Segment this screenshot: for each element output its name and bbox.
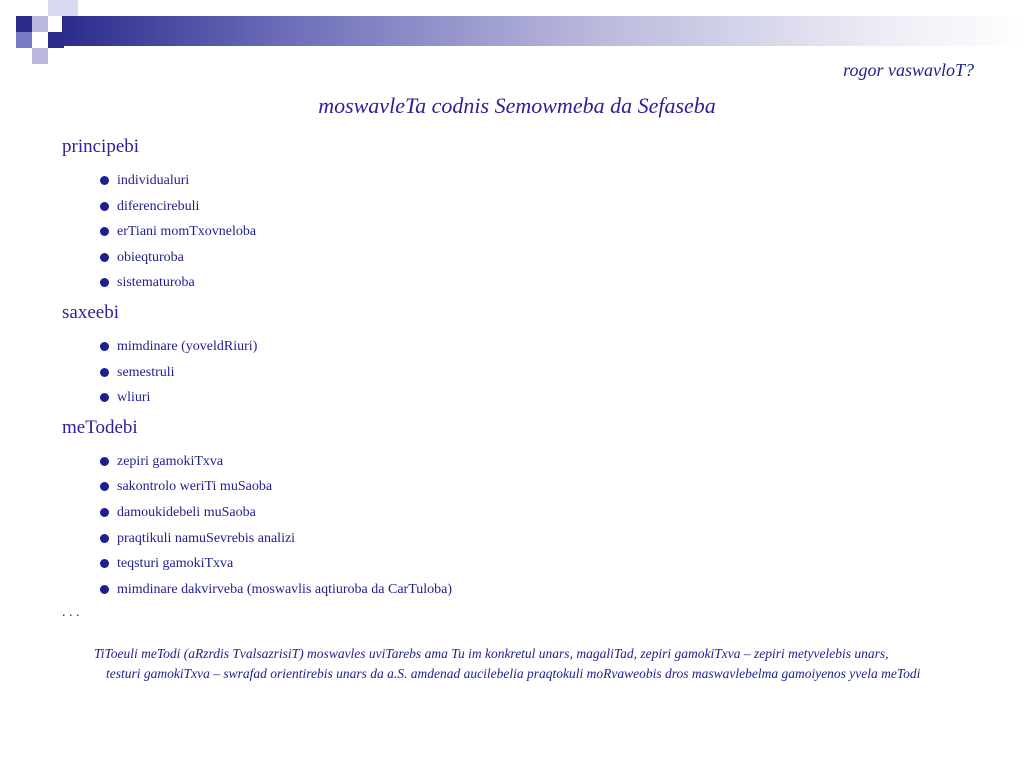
decor-square <box>16 16 32 32</box>
footnote-line: TiToeuli meTodi (aRzrdis TvalsazrisiT) moswavles uviTarebs ama Tu im konkretul unars, magaliTad, zepiri gamokiTxva – zepiri metyvelebis unars, <box>94 646 889 661</box>
list-item-label: erTiani momTxovneloba <box>117 224 257 240</box>
list-item <box>100 194 982 220</box>
bullet-icon <box>100 457 109 466</box>
bullet-icon <box>100 508 109 517</box>
bullet-icon <box>100 342 109 351</box>
list-item-label: individualuri <box>117 173 190 188</box>
list-item-label: teqsturi gamokiTxva <box>117 556 234 572</box>
section-heading: meTodebi <box>62 416 138 438</box>
list-item-label: mimdinare dakvirveba (moswavlis aqtiuroba da CarTuloba) <box>117 581 453 597</box>
list-item-label: mimdinare (yoveldRiuri) <box>117 338 258 354</box>
list-item-label: praqtikuli namuSevrebis analizi <box>117 530 296 546</box>
ellipsis: . . . <box>62 605 80 621</box>
section-principles <box>62 134 982 296</box>
bullet-icon <box>100 393 109 402</box>
footnote-line: testuri gamokiTxva – swrafad orientirebis unars da a.S. amdenad aucilebelia praqtokuli moRvaweobis dros maswavlebelma gamoiyenos yvela meTodi <box>106 666 921 681</box>
list-item-label: semestruli <box>117 364 175 380</box>
list-item <box>100 219 982 245</box>
list-item-label: sistematuroba <box>117 275 195 291</box>
header-decoration <box>0 0 1024 64</box>
footnote <box>94 644 974 684</box>
list-item <box>100 245 982 271</box>
bullet-icon <box>100 368 109 377</box>
list-item-label: diferencirebuli <box>117 198 200 214</box>
list-item-label: damoukidebeli muSaoba <box>117 504 256 520</box>
slide-content <box>62 134 982 620</box>
bullet-icon <box>100 253 109 262</box>
slide-title: moswavleTa codnis Semowmeba da Sefaseba <box>318 93 716 118</box>
section-heading: principebi <box>62 136 140 157</box>
decor-square <box>62 0 78 16</box>
list-item <box>100 577 982 603</box>
list-item <box>100 500 982 526</box>
decor-square <box>32 48 48 64</box>
bullet-icon <box>100 202 109 211</box>
list-item <box>100 334 982 360</box>
section-methods <box>62 415 982 603</box>
header-gradient-bar <box>62 16 1024 46</box>
bullet-icon <box>100 227 109 236</box>
list-item-label: obieqturoba <box>117 249 184 265</box>
list-item <box>100 168 982 194</box>
list-item-label: wliuri <box>117 390 151 406</box>
bullet-icon <box>100 534 109 543</box>
section-heading: saxeebi <box>62 301 119 323</box>
bullet-list <box>62 334 982 411</box>
bullet-icon <box>100 278 109 287</box>
list-item-label: zepiri gamokiTxva <box>117 453 224 469</box>
bullet-list <box>62 168 982 296</box>
list-item <box>100 551 982 577</box>
bullet-icon <box>100 176 109 185</box>
bullet-list <box>62 449 982 603</box>
bullet-icon <box>100 482 109 491</box>
section-types <box>62 300 982 411</box>
list-item <box>100 526 982 552</box>
list-item <box>100 449 982 475</box>
list-item <box>100 474 982 500</box>
decor-square <box>32 16 48 32</box>
list-item <box>100 360 982 386</box>
bullet-icon <box>100 585 109 594</box>
list-item <box>100 270 982 296</box>
slide-subtitle: rogor vaswavloT? <box>843 60 974 80</box>
list-item <box>100 385 982 411</box>
bullet-icon <box>100 559 109 568</box>
list-item-label: sakontrolo weriTi muSaoba <box>117 479 273 495</box>
decor-square <box>16 32 32 48</box>
